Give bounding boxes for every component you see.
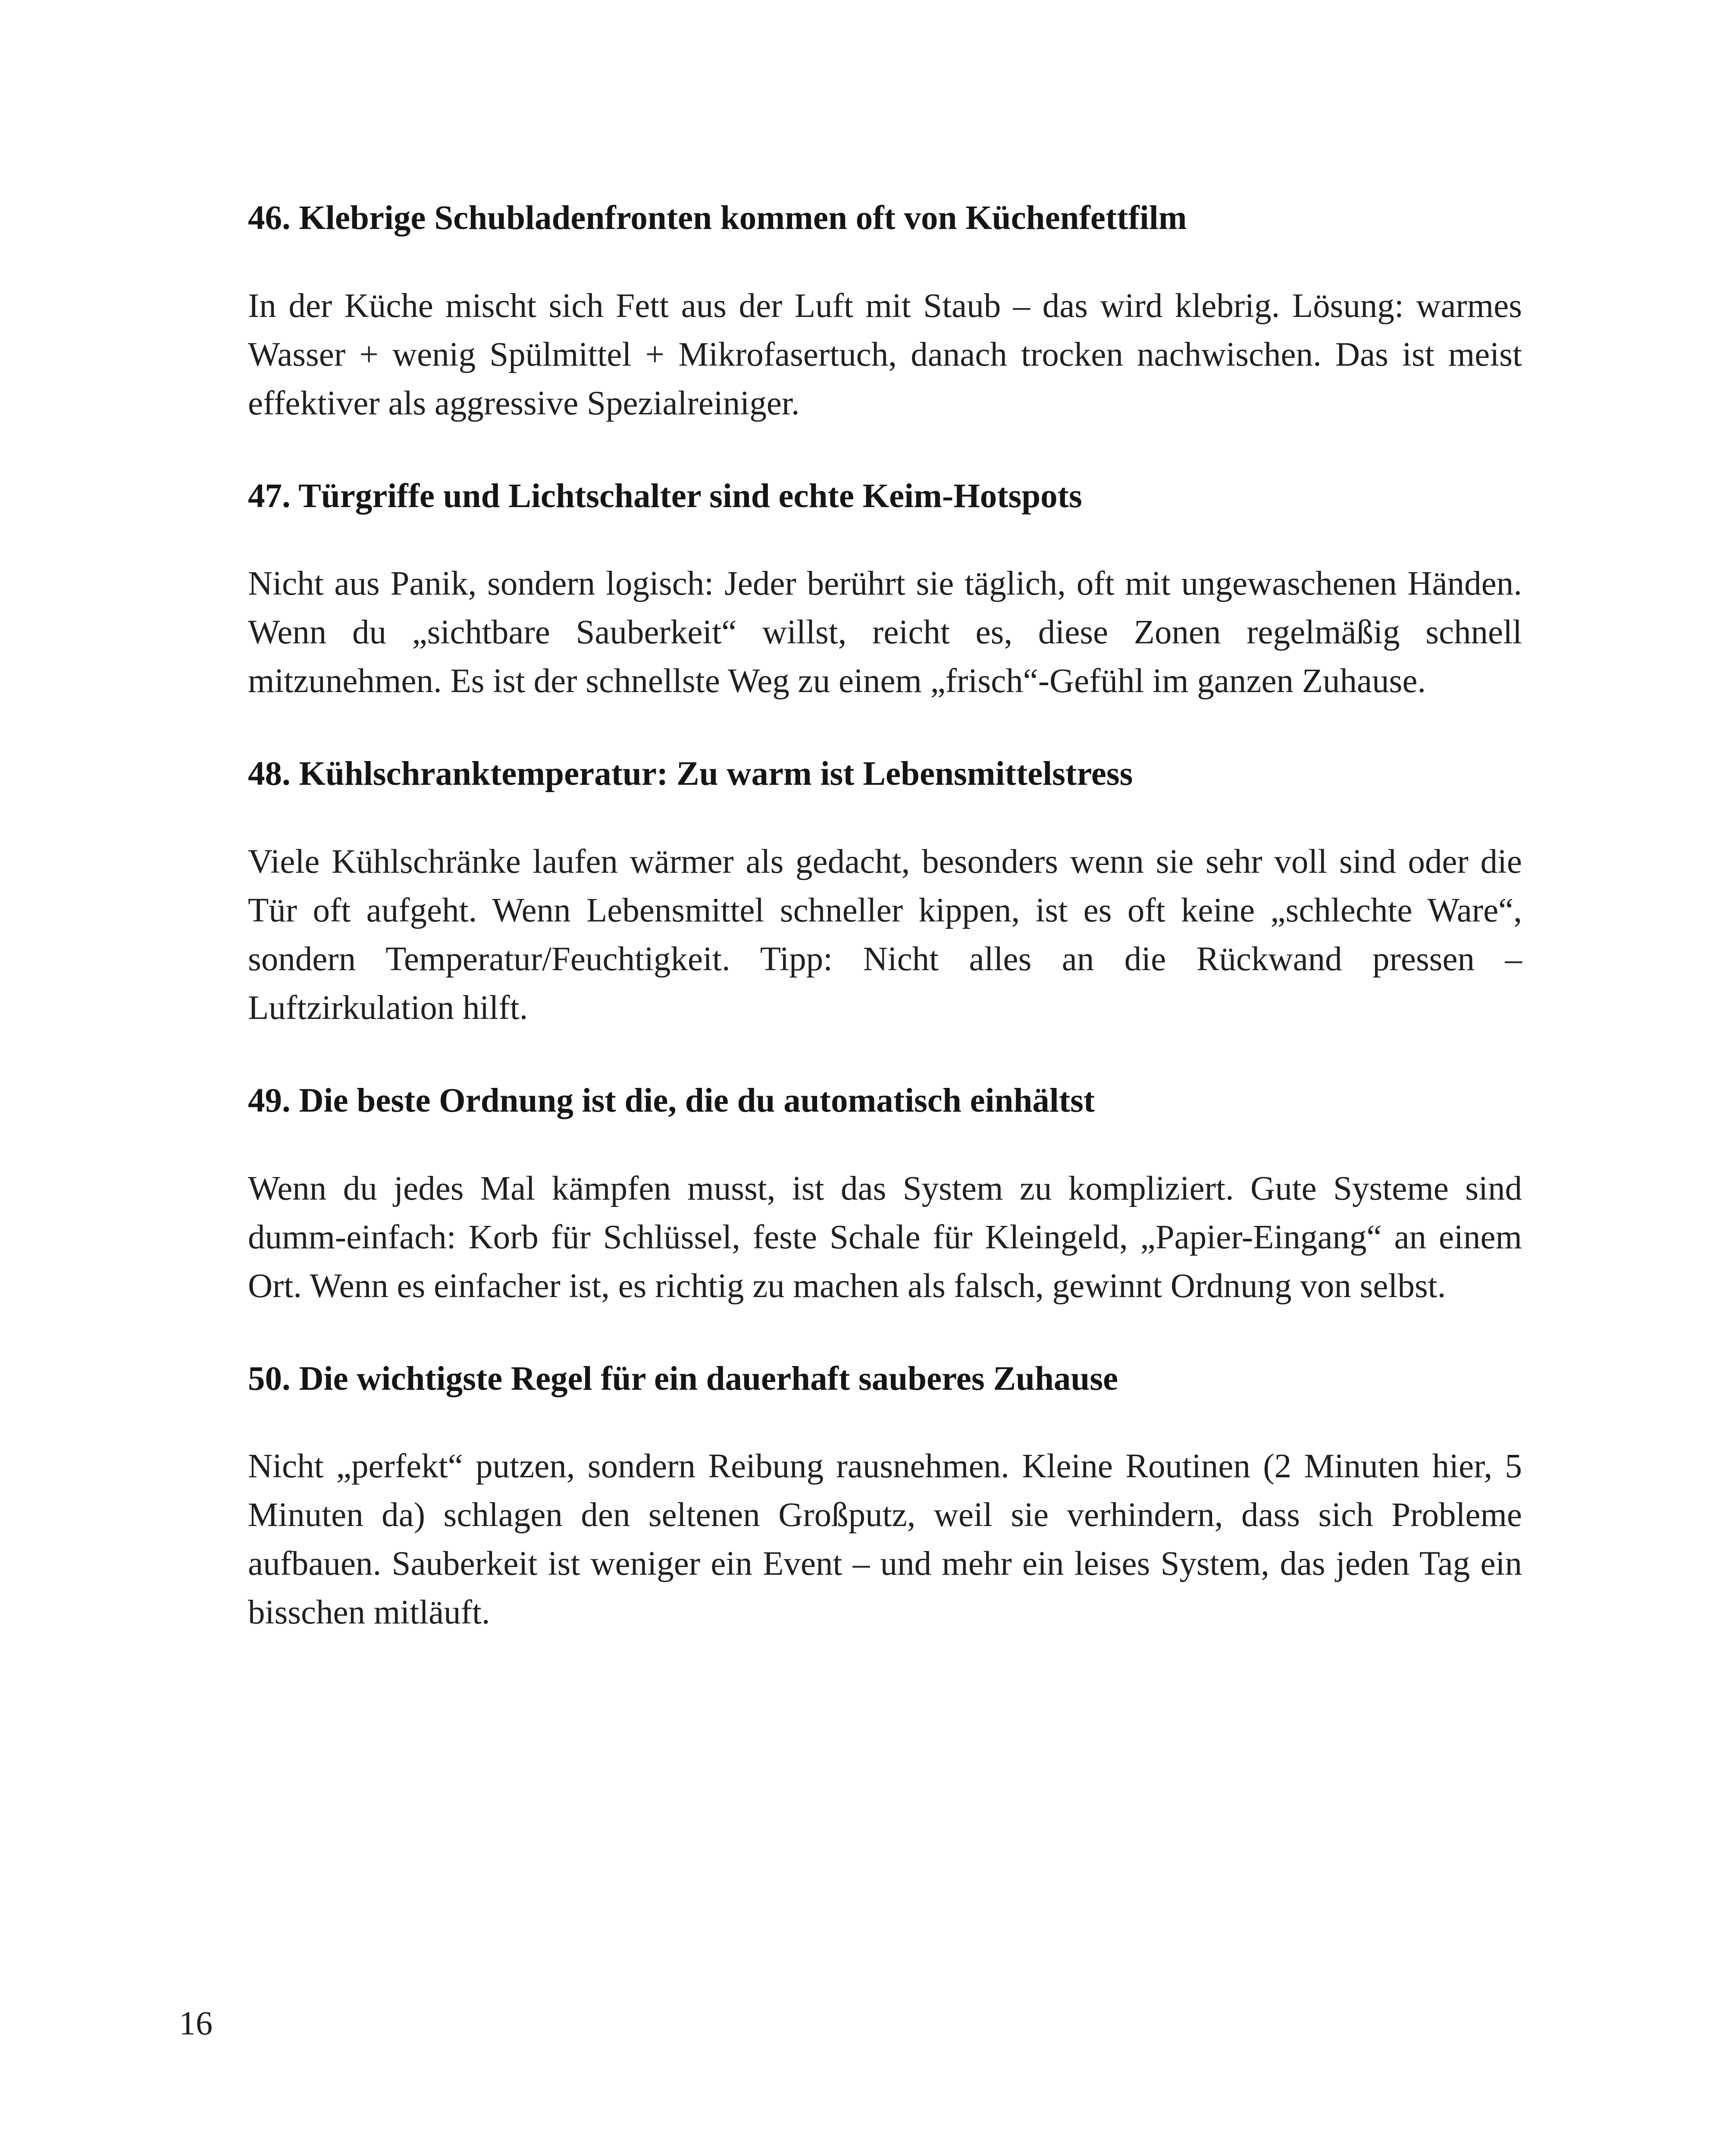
section-body: Wenn du jedes Mal kämpfen musst, ist das System zu kompliziert. Gute Systeme sind dumm-einfach: Korb für Schlüssel, feste Schale für Kleingeld, „Papier-Eingang“ an einem Ort. Wenn es einfacher ist, es richtig zu machen als falsch, gewinnt Ordnung von selbst. (248, 1169, 1522, 1305)
section-48 (248, 752, 1522, 1032)
section-47 (248, 474, 1522, 706)
section-49 (248, 1079, 1522, 1310)
section-heading: 47. Türgriffe und Lichtschalter sind echte Keim-Hotspots (248, 477, 1082, 515)
section-heading: 48. Kühlschranktemperatur: Zu warm ist Lebensmittelstress (248, 755, 1133, 793)
page-content (248, 196, 1522, 1637)
section-46 (248, 196, 1522, 428)
section-body: Nicht aus Panik, sondern logisch: Jeder berührt sie täglich, oft mit ungewaschenen Händen. Wenn du „sichtbare Sauberkeit“ willst, reicht es, diese Zonen regelmäßig schnell mitzunehmen. Es ist der schnellste Weg zu einem „frisch“-Gefühl im ganzen Zuhause. (248, 565, 1522, 700)
section-heading: 49. Die beste Ordnung ist die, die du automatisch einhältst (248, 1082, 1095, 1120)
section-body: Nicht „perfekt“ putzen, sondern Reibung rausnehmen. Kleine Routinen (2 Minuten hier, 5 Minuten da) schlagen den seltenen Großputz, weil sie verhindern, dass sich Probleme aufbauen. Sauberkeit ist weniger ein Event – und mehr ein leises System, das jeden Tag ein bisschen mitläuft. (248, 1448, 1522, 1632)
page-number: 16 (179, 2004, 213, 2042)
section-body: In der Küche mischt sich Fett aus der Luft mit Staub – das wird klebrig. Lösung: warmes Wasser + wenig Spülmittel + Mikrofasertuch, danach trocken nachwischen. Das ist meist effektiver als aggressive Spezialreiniger. (248, 287, 1522, 422)
section-heading: 50. Die wichtigste Regel für ein dauerhaft sauberes Zuhause (248, 1360, 1118, 1398)
section-50 (248, 1357, 1522, 1637)
section-body: Viele Kühlschränke laufen wärmer als gedacht, besonders wenn sie sehr voll sind oder die Tür oft aufgeht. Wenn Lebensmittel schneller kippen, ist es oft keine „schlechte Ware“, sondern Temperatur/Feuchtigkeit. Tipp: Nicht alles an die Rückwand pressen – Luftzirkulation hilft. (248, 843, 1522, 1027)
section-heading: 46. Klebrige Schubladenfronten kommen oft von Küchenfettfilm (248, 199, 1187, 237)
